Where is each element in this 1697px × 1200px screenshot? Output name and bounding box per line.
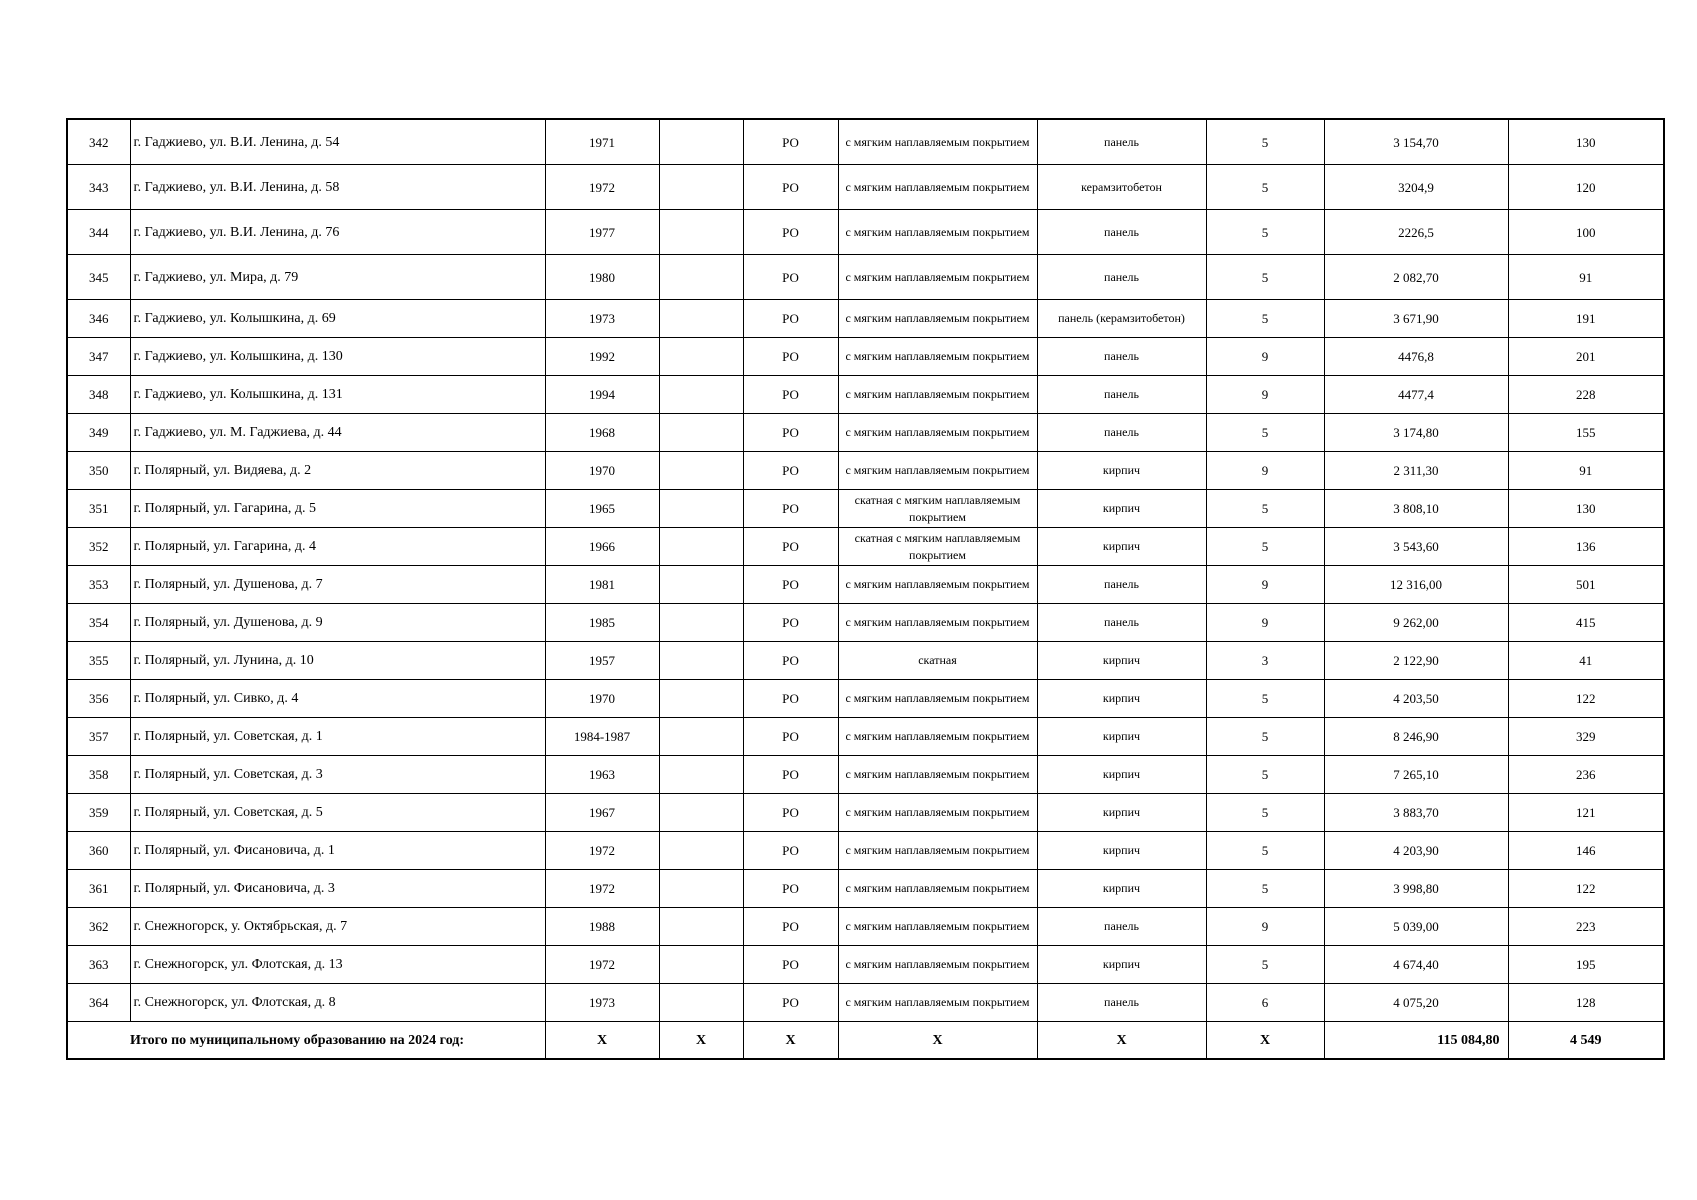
table-row [67, 119, 1664, 165]
area-cell: 5 039,00 [1324, 908, 1508, 946]
address-cell: г. Полярный, ул. Фисановича, д. 3 [130, 870, 545, 908]
wall-material-cell: панель [1037, 566, 1206, 604]
floors-cell: 5 [1206, 870, 1324, 908]
area-cell: 3204,9 [1324, 165, 1508, 210]
area-cell: 2 122,90 [1324, 642, 1508, 680]
address-cell: г. Гаджиево, ул. В.И. Ленина, д. 58 [130, 165, 545, 210]
row-number-cell: 358 [67, 756, 130, 794]
year-built-cell: 1973 [545, 300, 659, 338]
table-row [67, 528, 1664, 566]
owner-cell: РО [743, 528, 838, 566]
row-number-cell: 347 [67, 338, 130, 376]
row-number-cell: 350 [67, 452, 130, 490]
residents-cell: 501 [1508, 566, 1664, 604]
table-row [67, 300, 1664, 338]
residents-cell: 155 [1508, 414, 1664, 452]
residents-cell: 228 [1508, 376, 1664, 414]
owner-cell: РО [743, 119, 838, 165]
wall-material-cell: панель (керамзитобетон) [1037, 300, 1206, 338]
owner-cell: РО [743, 604, 838, 642]
owner-cell: РО [743, 165, 838, 210]
roof-type-cell: с мягким наплавляемым покрытием [838, 756, 1037, 794]
total-mark-cell: X [838, 1022, 1037, 1060]
table-row [67, 376, 1664, 414]
year-built-cell: 1963 [545, 756, 659, 794]
year-built-cell: 1972 [545, 946, 659, 984]
table-row [67, 794, 1664, 832]
year-built-cell: 1992 [545, 338, 659, 376]
wall-material-cell: кирпич [1037, 832, 1206, 870]
residents-cell: 201 [1508, 338, 1664, 376]
year-built-cell: 1966 [545, 528, 659, 566]
empty-cell [659, 832, 743, 870]
year-built-cell: 1957 [545, 642, 659, 680]
floors-cell: 5 [1206, 165, 1324, 210]
floors-cell: 5 [1206, 119, 1324, 165]
address-cell: г. Полярный, ул. Советская, д. 5 [130, 794, 545, 832]
row-number-cell: 344 [67, 210, 130, 255]
area-cell: 3 998,80 [1324, 870, 1508, 908]
wall-material-cell: панель [1037, 119, 1206, 165]
address-cell: г. Гаджиево, ул. Колышкина, д. 130 [130, 338, 545, 376]
owner-cell: РО [743, 414, 838, 452]
floors-cell: 9 [1206, 376, 1324, 414]
residents-cell: 120 [1508, 165, 1664, 210]
total-mark-cell: X [743, 1022, 838, 1060]
table-row [67, 832, 1664, 870]
address-cell: г. Полярный, ул. Лунина, д. 10 [130, 642, 545, 680]
owner-cell: РО [743, 255, 838, 300]
area-cell: 4477,4 [1324, 376, 1508, 414]
table-row [67, 566, 1664, 604]
row-number-cell: 351 [67, 490, 130, 528]
area-cell: 4476,8 [1324, 338, 1508, 376]
area-cell: 12 316,00 [1324, 566, 1508, 604]
address-cell: г. Гаджиево, ул. Мира, д. 79 [130, 255, 545, 300]
address-cell: г. Гаджиево, ул. В.И. Ленина, д. 76 [130, 210, 545, 255]
empty-cell [659, 718, 743, 756]
wall-material-cell: кирпич [1037, 718, 1206, 756]
residents-cell: 136 [1508, 528, 1664, 566]
residents-cell: 121 [1508, 794, 1664, 832]
owner-cell: РО [743, 756, 838, 794]
floors-cell: 9 [1206, 908, 1324, 946]
empty-cell [659, 604, 743, 642]
area-cell: 3 671,90 [1324, 300, 1508, 338]
wall-material-cell: панель [1037, 908, 1206, 946]
empty-cell [659, 908, 743, 946]
total-mark-cell: X [545, 1022, 659, 1060]
residents-cell: 191 [1508, 300, 1664, 338]
roof-type-cell: с мягким наплавляемым покрытием [838, 338, 1037, 376]
table-body [67, 119, 1664, 1059]
address-cell: г. Полярный, ул. Душенова, д. 9 [130, 604, 545, 642]
wall-material-cell: панель [1037, 338, 1206, 376]
residents-cell: 415 [1508, 604, 1664, 642]
empty-cell [659, 338, 743, 376]
area-cell: 3 543,60 [1324, 528, 1508, 566]
table-row [67, 452, 1664, 490]
residents-cell: 91 [1508, 255, 1664, 300]
row-number-cell: 352 [67, 528, 130, 566]
year-built-cell: 1965 [545, 490, 659, 528]
year-built-cell: 1972 [545, 165, 659, 210]
row-number-cell: 342 [67, 119, 130, 165]
owner-cell: РО [743, 452, 838, 490]
owner-cell: РО [743, 908, 838, 946]
area-cell: 4 203,90 [1324, 832, 1508, 870]
roof-type-cell: с мягким наплавляемым покрытием [838, 165, 1037, 210]
floors-cell: 5 [1206, 414, 1324, 452]
roof-type-cell: с мягким наплавляемым покрытием [838, 680, 1037, 718]
floors-cell: 5 [1206, 832, 1324, 870]
floors-cell: 9 [1206, 452, 1324, 490]
table-row [67, 165, 1664, 210]
residents-cell: 146 [1508, 832, 1664, 870]
row-number-cell: 363 [67, 946, 130, 984]
owner-cell: РО [743, 984, 838, 1022]
roof-type-cell: с мягким наплавляемым покрытием [838, 984, 1037, 1022]
address-cell: г. Полярный, ул. Видяева, д. 2 [130, 452, 545, 490]
wall-material-cell: кирпич [1037, 794, 1206, 832]
wall-material-cell: панель [1037, 414, 1206, 452]
row-number-cell: 345 [67, 255, 130, 300]
table-row [67, 946, 1664, 984]
table-row [67, 338, 1664, 376]
residents-cell: 130 [1508, 119, 1664, 165]
table-row [67, 680, 1664, 718]
year-built-cell: 1972 [545, 832, 659, 870]
address-cell: г. Снежногорск, ул. Флотская, д. 13 [130, 946, 545, 984]
owner-cell: РО [743, 566, 838, 604]
residents-cell: 41 [1508, 642, 1664, 680]
roof-type-cell: с мягким наплавляемым покрытием [838, 908, 1037, 946]
roof-type-cell: с мягким наплавляемым покрытием [838, 255, 1037, 300]
row-number-cell: 354 [67, 604, 130, 642]
roof-type-cell: с мягким наплавляемым покрытием [838, 566, 1037, 604]
total-row [67, 1022, 1664, 1060]
floors-cell: 9 [1206, 338, 1324, 376]
residents-cell: 122 [1508, 680, 1664, 718]
wall-material-cell: кирпич [1037, 756, 1206, 794]
empty-cell [659, 680, 743, 718]
roof-type-cell: с мягким наплавляемым покрытием [838, 832, 1037, 870]
address-cell: г. Полярный, ул. Гагарина, д. 4 [130, 528, 545, 566]
roof-type-cell: с мягким наплавляемым покрытием [838, 119, 1037, 165]
empty-cell [659, 794, 743, 832]
year-built-cell: 1968 [545, 414, 659, 452]
wall-material-cell: кирпич [1037, 946, 1206, 984]
row-number-cell: 349 [67, 414, 130, 452]
area-cell: 3 154,70 [1324, 119, 1508, 165]
table-row [67, 604, 1664, 642]
owner-cell: РО [743, 794, 838, 832]
owner-cell: РО [743, 376, 838, 414]
total-mark-cell: X [1206, 1022, 1324, 1060]
area-cell: 4 203,50 [1324, 680, 1508, 718]
owner-cell: РО [743, 642, 838, 680]
address-cell: г. Снежногорск, у. Октябрьская, д. 7 [130, 908, 545, 946]
empty-cell [659, 984, 743, 1022]
table-row [67, 490, 1664, 528]
residents-cell: 122 [1508, 870, 1664, 908]
roof-type-cell: с мягким наплавляемым покрытием [838, 794, 1037, 832]
year-built-cell: 1972 [545, 870, 659, 908]
empty-cell [659, 255, 743, 300]
year-built-cell: 1970 [545, 452, 659, 490]
roof-type-cell: скатная [838, 642, 1037, 680]
wall-material-cell: панель [1037, 604, 1206, 642]
table-row [67, 870, 1664, 908]
address-cell: г. Полярный, ул. Сивко, д. 4 [130, 680, 545, 718]
row-number-cell: 362 [67, 908, 130, 946]
empty-cell [659, 376, 743, 414]
year-built-cell: 1985 [545, 604, 659, 642]
area-cell: 2226,5 [1324, 210, 1508, 255]
area-cell: 4 075,20 [1324, 984, 1508, 1022]
row-number-cell: 343 [67, 165, 130, 210]
residents-cell: 223 [1508, 908, 1664, 946]
floors-cell: 5 [1206, 210, 1324, 255]
total-mark-cell: X [1037, 1022, 1206, 1060]
roof-type-cell: скатная с мягким наплавляемым покрытием [838, 528, 1037, 566]
empty-cell [659, 300, 743, 338]
year-built-cell: 1970 [545, 680, 659, 718]
owner-cell: РО [743, 210, 838, 255]
empty-cell [659, 870, 743, 908]
empty-cell [659, 756, 743, 794]
year-built-cell: 1977 [545, 210, 659, 255]
total-label: Итого по муниципальному образованию на 2024 год: [67, 1022, 545, 1060]
table-row [67, 414, 1664, 452]
floors-cell: 5 [1206, 756, 1324, 794]
total-residents-cell: 4 549 [1508, 1022, 1664, 1060]
year-built-cell: 1971 [545, 119, 659, 165]
owner-cell: РО [743, 490, 838, 528]
floors-cell: 5 [1206, 718, 1324, 756]
roof-type-cell: с мягким наплавляемым покрытием [838, 452, 1037, 490]
row-number-cell: 356 [67, 680, 130, 718]
row-number-cell: 359 [67, 794, 130, 832]
wall-material-cell: кирпич [1037, 680, 1206, 718]
residents-cell: 195 [1508, 946, 1664, 984]
floors-cell: 6 [1206, 984, 1324, 1022]
area-cell: 2 311,30 [1324, 452, 1508, 490]
year-built-cell: 1984-1987 [545, 718, 659, 756]
roof-type-cell: с мягким наплавляемым покрытием [838, 946, 1037, 984]
floors-cell: 5 [1206, 528, 1324, 566]
area-cell: 3 808,10 [1324, 490, 1508, 528]
floors-cell: 5 [1206, 794, 1324, 832]
residents-cell: 128 [1508, 984, 1664, 1022]
address-cell: г. Гаджиево, ул. М. Гаджиева, д. 44 [130, 414, 545, 452]
row-number-cell: 357 [67, 718, 130, 756]
row-number-cell: 364 [67, 984, 130, 1022]
residents-cell: 91 [1508, 452, 1664, 490]
table-row [67, 756, 1664, 794]
address-cell: г. Полярный, ул. Советская, д. 1 [130, 718, 545, 756]
empty-cell [659, 210, 743, 255]
owner-cell: РО [743, 870, 838, 908]
wall-material-cell: кирпич [1037, 528, 1206, 566]
floors-cell: 5 [1206, 300, 1324, 338]
residents-cell: 100 [1508, 210, 1664, 255]
row-number-cell: 355 [67, 642, 130, 680]
floors-cell: 5 [1206, 680, 1324, 718]
floors-cell: 3 [1206, 642, 1324, 680]
empty-cell [659, 414, 743, 452]
address-cell: г. Полярный, ул. Советская, д. 3 [130, 756, 545, 794]
address-cell: г. Гаджиево, ул. В.И. Ленина, д. 54 [130, 119, 545, 165]
wall-material-cell: панель [1037, 255, 1206, 300]
wall-material-cell: кирпич [1037, 490, 1206, 528]
area-cell: 2 082,70 [1324, 255, 1508, 300]
year-built-cell: 1973 [545, 984, 659, 1022]
area-cell: 4 674,40 [1324, 946, 1508, 984]
floors-cell: 9 [1206, 566, 1324, 604]
address-cell: г. Снежногорск, ул. Флотская, д. 8 [130, 984, 545, 1022]
empty-cell [659, 119, 743, 165]
wall-material-cell: панель [1037, 984, 1206, 1022]
residents-cell: 130 [1508, 490, 1664, 528]
address-cell: г. Полярный, ул. Гагарина, д. 5 [130, 490, 545, 528]
owner-cell: РО [743, 338, 838, 376]
table-row [67, 255, 1664, 300]
address-cell: г. Гаджиево, ул. Колышкина, д. 131 [130, 376, 545, 414]
wall-material-cell: кирпич [1037, 642, 1206, 680]
row-number-cell: 360 [67, 832, 130, 870]
wall-material-cell: кирпич [1037, 452, 1206, 490]
address-cell: г. Полярный, ул. Душенова, д. 7 [130, 566, 545, 604]
year-built-cell: 1980 [545, 255, 659, 300]
floors-cell: 5 [1206, 490, 1324, 528]
year-built-cell: 1967 [545, 794, 659, 832]
floors-cell: 5 [1206, 255, 1324, 300]
empty-cell [659, 490, 743, 528]
owner-cell: РО [743, 718, 838, 756]
year-built-cell: 1981 [545, 566, 659, 604]
residents-cell: 329 [1508, 718, 1664, 756]
roof-type-cell: с мягким наплавляемым покрытием [838, 414, 1037, 452]
roof-type-cell: с мягким наплавляемым покрытием [838, 604, 1037, 642]
area-cell: 9 262,00 [1324, 604, 1508, 642]
roof-type-cell: с мягким наплавляемым покрытием [838, 210, 1037, 255]
area-cell: 3 883,70 [1324, 794, 1508, 832]
empty-cell [659, 566, 743, 604]
row-number-cell: 361 [67, 870, 130, 908]
roof-type-cell: с мягким наплавляемым покрытием [838, 718, 1037, 756]
year-built-cell: 1988 [545, 908, 659, 946]
wall-material-cell: панель [1037, 376, 1206, 414]
owner-cell: РО [743, 946, 838, 984]
owner-cell: РО [743, 832, 838, 870]
housing-registry-table [66, 118, 1665, 1060]
owner-cell: РО [743, 300, 838, 338]
address-cell: г. Гаджиево, ул. Колышкина, д. 69 [130, 300, 545, 338]
floors-cell: 5 [1206, 946, 1324, 984]
table-row [67, 718, 1664, 756]
empty-cell [659, 165, 743, 210]
area-cell: 8 246,90 [1324, 718, 1508, 756]
table-row [67, 642, 1664, 680]
empty-cell [659, 946, 743, 984]
roof-type-cell: с мягким наплавляемым покрытием [838, 870, 1037, 908]
wall-material-cell: панель [1037, 210, 1206, 255]
roof-type-cell: с мягким наплавляемым покрытием [838, 376, 1037, 414]
table-row [67, 908, 1664, 946]
roof-type-cell: скатная с мягким наплавляемым покрытием [838, 490, 1037, 528]
total-area-cell: 115 084,80 [1324, 1022, 1508, 1060]
table-row [67, 210, 1664, 255]
row-number-cell: 353 [67, 566, 130, 604]
wall-material-cell: кирпич [1037, 870, 1206, 908]
table-row [67, 984, 1664, 1022]
residents-cell: 236 [1508, 756, 1664, 794]
area-cell: 7 265,10 [1324, 756, 1508, 794]
total-mark-cell: X [659, 1022, 743, 1060]
roof-type-cell: с мягким наплавляемым покрытием [838, 300, 1037, 338]
wall-material-cell: керамзитобетон [1037, 165, 1206, 210]
empty-cell [659, 452, 743, 490]
owner-cell: РО [743, 680, 838, 718]
year-built-cell: 1994 [545, 376, 659, 414]
address-cell: г. Полярный, ул. Фисановича, д. 1 [130, 832, 545, 870]
empty-cell [659, 642, 743, 680]
area-cell: 3 174,80 [1324, 414, 1508, 452]
row-number-cell: 346 [67, 300, 130, 338]
empty-cell [659, 528, 743, 566]
row-number-cell: 348 [67, 376, 130, 414]
floors-cell: 9 [1206, 604, 1324, 642]
